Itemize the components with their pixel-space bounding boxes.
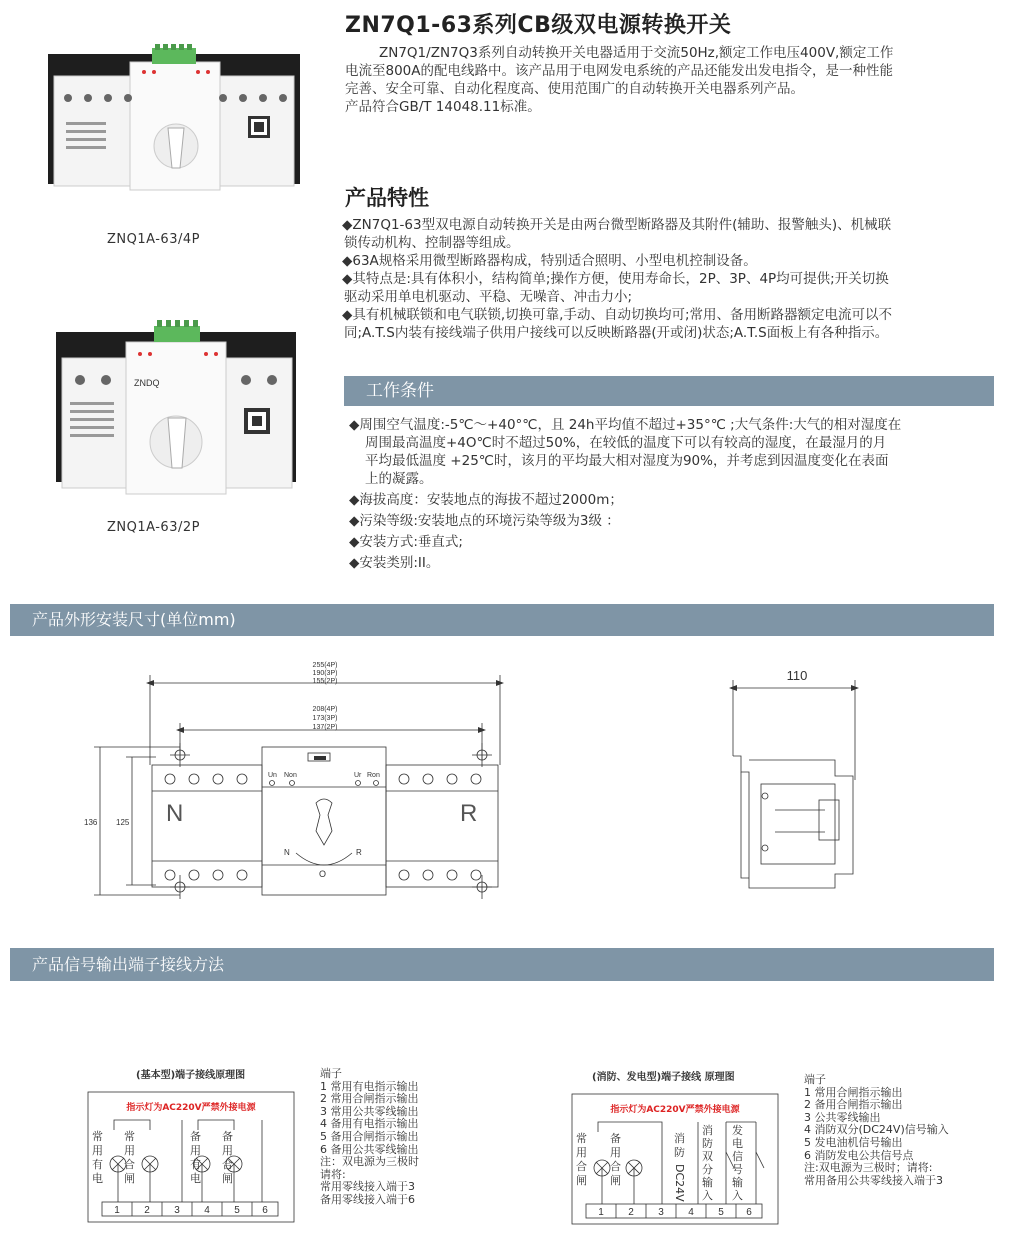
basic-list-item: 2 常用合闸指示输出 — [320, 1092, 419, 1106]
fire-list-item: 常用备用公共零线接入端于3 — [804, 1173, 943, 1187]
feature-line: ◆具有机械联锁和电气联锁,切换可靠,手动、自动切换均可;常用、备用断路器额定电流可以不 — [342, 307, 893, 323]
fire-warning: 指示灯为AC220V严禁外接电源 — [610, 1105, 740, 1115]
basic-terminal-6: 6 — [262, 1205, 268, 1216]
fire-terminal-list — [804, 1074, 949, 1187]
intro-line: 电流至800A的配电线路中。该产品用于电网发电系统的产品还能发出发电指令，是一种性能 — [345, 63, 894, 79]
label-ron: Ron — [367, 772, 380, 779]
label-un: Un — [268, 772, 277, 779]
front-dimension-drawing — [80, 655, 520, 915]
conditions-band — [344, 376, 994, 406]
basic-list-item: 常用零线接入端于3 — [320, 1180, 415, 1194]
arc-label-n: N — [284, 848, 290, 857]
arc-label-o: O — [319, 869, 327, 879]
feature-line: ◆其特点是:具有体积小，结构简单;操作方便，使用寿命长，2P、3P、4P均可提供;开关切换 — [342, 271, 889, 287]
fire-terminal-6: 6 — [746, 1207, 752, 1218]
basic-list-item: 3 常用公共零线输出 — [320, 1104, 419, 1118]
basic-list-item: 备用零线接入端于6 — [320, 1192, 415, 1206]
dim-height-inner: 125 — [116, 818, 130, 827]
basic-terminal-2: 2 — [144, 1205, 150, 1216]
fire-label-5: 发电信号输入 — [732, 1124, 743, 1202]
dimensions-heading: 产品外形安装尺寸(单位mm) — [32, 610, 236, 629]
dim-mid-3p: 173(3P) — [312, 715, 338, 722]
label-n: N — [166, 800, 184, 827]
fire-label-1: 常用合闸 — [576, 1132, 587, 1187]
basic-terminal-5: 5 — [234, 1205, 240, 1216]
dimensions-band — [10, 604, 994, 636]
dim-top-4p: 255(4P) — [312, 662, 338, 669]
fire-list-item: 6 消防发电公共信号点 — [804, 1148, 914, 1162]
arc-label-r: R — [356, 848, 362, 857]
basic-label-1: 常用有电 — [92, 1130, 103, 1185]
condition-line: 上的凝露。 — [365, 471, 433, 487]
fire-wiring-diagram — [570, 1092, 782, 1232]
basic-warning: 指示灯为AC220V严禁外接电源 — [126, 1103, 256, 1113]
svg-text:ZNDQ: ZNDQ — [134, 378, 160, 388]
feature-line: 驱动采用单电机驱动、平稳、无噪音、冲击力小; — [344, 289, 633, 305]
fire-terminal-1: 1 — [598, 1207, 604, 1218]
conditions-list — [349, 416, 999, 572]
fire-terminal-4: 4 — [688, 1207, 694, 1218]
basic-list-item: 5 备用合闸指示输出 — [320, 1129, 419, 1143]
side-dimension-drawing — [715, 660, 885, 910]
feature-line: ◆63A规格采用微型断路器构成，特别适合照明、小型电机控制设备。 — [342, 253, 757, 269]
basic-terminal-4: 4 — [204, 1205, 210, 1216]
condition-line: 周围最高温度+4O℃时不超过50%，在较低的温度下可以有较高的湿度，在最湿月的月 — [365, 435, 887, 451]
basic-label-4: 备用合闸 — [222, 1130, 233, 1185]
fire-terminal-2: 2 — [628, 1207, 634, 1218]
fire-list-item: 1 常用合闸指示输出 — [804, 1085, 903, 1099]
conditions-heading: 工作条件 — [366, 381, 434, 401]
label-ur: Ur — [354, 772, 362, 779]
basic-wiring-diagram — [86, 1090, 296, 1230]
feature-line: 同;A.T.S内装有接线端子供用户接线可以反映断路器(开或闭)状态;A.T.S面板上有各种指示。 — [344, 325, 889, 341]
feature-line: 锁传动机构、控制器等组成。 — [344, 235, 520, 251]
dim-top-2p: 155(2P) — [312, 678, 338, 685]
dim-side-width: 110 — [786, 668, 808, 683]
dim-mid-2p: 137(2P) — [312, 724, 338, 731]
feature-line: ◆ZN7Q1-63型双电源自动转换开关是由两台微型断路器及其附件(辅助、报警触头)、机械联 — [342, 217, 892, 233]
basic-terminal-3: 3 — [174, 1205, 180, 1216]
condition-line: ◆污染等级:安装地点的环境污染等级为3级 ： — [349, 513, 620, 529]
condition-line: ◆安装类别:II。 — [349, 555, 440, 571]
fire-diagram-title: (消防、发电型)端子接线 原理图 — [592, 1072, 735, 1083]
fire-label-2: 备用合闸 — [610, 1132, 621, 1187]
wiring-heading: 产品信号输出端子接线方法 — [32, 955, 225, 974]
fire-terminal-3: 3 — [658, 1207, 664, 1218]
basic-terminal-1: 1 — [114, 1205, 120, 1216]
page-title: ZN7Q1-63系列CB级双电源转换开关 — [345, 13, 732, 38]
basic-terminal-list — [320, 1068, 419, 1207]
intro-line: ZN7Q1/ZN7Q3系列自动转换开关电器适用于交流50Hz,额定工作电压400V,额定工作 — [379, 45, 894, 61]
features-list — [342, 216, 1002, 342]
product-image-4p — [48, 42, 300, 200]
label-non: Non — [284, 772, 297, 779]
fire-terminal-5: 5 — [718, 1207, 724, 1218]
condition-line: 平均最低温度 +25℃时，该月的平均最大相对湿度为90%，并考虑到因温度变化在表面 — [365, 453, 889, 469]
product-image-2p — [56, 318, 296, 498]
basic-label-3: 备用有电 — [190, 1130, 201, 1185]
fire-list-title: 端子 — [804, 1073, 826, 1086]
fire-list-item: 2 备用合闸指示输出 — [804, 1098, 903, 1112]
basic-list-item: 6 备用公共零线输出 — [320, 1142, 419, 1156]
features-heading: 产品特性 — [345, 186, 429, 210]
wiring-band — [10, 948, 994, 981]
basic-list-item: 1 常用有电指示输出 — [320, 1079, 419, 1093]
condition-line: ◆安装方式:垂直式; — [349, 534, 463, 550]
condition-line: ◆海拔高度：安装地点的海拔不超过2000m； — [349, 492, 623, 508]
label-r: R — [460, 800, 478, 827]
basic-diagram-title: (基本型)端子接线原理图 — [136, 1070, 246, 1081]
intro-line: 产品符合GB/T 14048.11标准。 — [345, 99, 541, 115]
dim-mid-4p: 208(4P) — [312, 706, 338, 713]
fire-list-item: 3 公共零线输出 — [804, 1110, 881, 1124]
fire-list-item: 5 发电油机信号输出 — [804, 1135, 903, 1149]
intro-line: 完善、安全可靠、自动化程度高、使用范围广的自动转换开关电器系列产品。 — [345, 81, 804, 97]
fire-list-item: 注:双电源为三极时；请将: — [804, 1161, 933, 1175]
condition-line: ◆周围空气温度:-5℃～+40°℃，且 24h平均值不超过+35°℃ ;大气条件:大气的相对湿度在 — [349, 417, 902, 433]
basic-list-item: 注：双电源为三极时 — [320, 1155, 419, 1169]
product-caption-2p: ZNQ1A-63/2P — [107, 520, 200, 535]
dim-height-outer: 136 — [84, 818, 98, 827]
basic-list-item: 请将: — [320, 1167, 346, 1181]
basic-list-title: 端子 — [320, 1067, 342, 1080]
fire-label-dc24v: DC24V — [673, 1164, 686, 1202]
fire-list-item: 4 消防双分(DC24V)信号输入 — [804, 1123, 949, 1137]
intro-paragraph — [345, 44, 1000, 116]
fire-label-3: 消防 — [674, 1132, 685, 1159]
fire-label-4: 消防双分输入 — [702, 1124, 713, 1202]
dim-top-3p: 190(3P) — [312, 670, 338, 677]
basic-list-item: 4 备用有电指示输出 — [320, 1117, 419, 1131]
product-caption-4p: ZNQ1A-63/4P — [107, 232, 200, 247]
basic-label-2: 常用合闸 — [124, 1130, 135, 1185]
